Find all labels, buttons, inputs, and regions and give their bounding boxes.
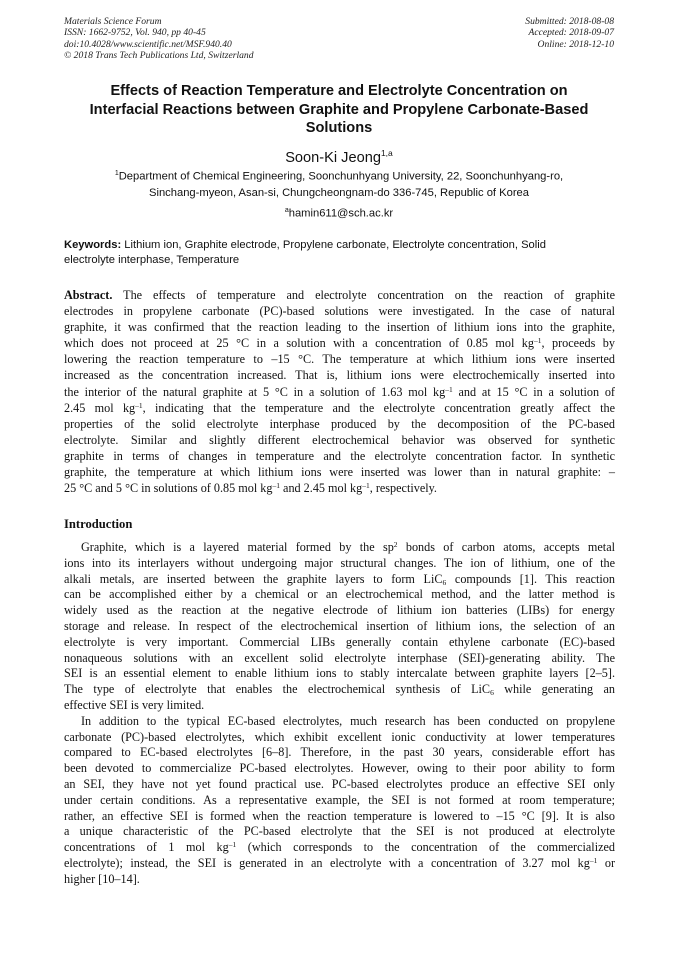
intro-line: can be accomplished either by a chemical or an electrochemical method, and the latter method is <box>64 587 615 602</box>
intro-line: The type of electrolyte that enables the electrochemical synthesis of LiC <box>64 682 491 697</box>
keywords-label: Keywords: <box>64 239 122 251</box>
issn-line: ISSN: 1662-9752, Vol. 940, pp 40-45 <box>64 27 206 39</box>
intro-line: alkali metals, are inserted between the graphite layers to form LiC <box>64 571 443 586</box>
abstract-line: lowering the reaction temperature to –15 °C. The temperature at which lithium ions were inserted <box>64 352 615 367</box>
abstract-line: increased as the concentration increased. That is, lithium ions were electrochemically inserted into <box>64 368 615 383</box>
abstract-line: which does not proceed at 25 °C in a solution with a concentration of 0.85 mol kg <box>64 336 534 351</box>
intro-line: In addition to the typical EC-based electrolytes, much research has been conducted on propylene <box>81 713 615 728</box>
abstract-line: 2.45 mol kg <box>64 400 136 415</box>
intro-line: carbonate (PC)-based electrolytes, which exhibit excellent ionic conductivity at lower temperatures <box>64 729 615 744</box>
doi-line: doi:10.4028/www.scientific.net/MSF.940.40 <box>64 38 232 50</box>
abstract-line: electrolyte. Similar and slightly different electrochemical behavior was observed for synthetic <box>64 432 615 447</box>
keywords-line-1: Lithium ion, Graphite electrode, Propylene carbonate, Electrolyte concentration, Solid <box>121 239 546 251</box>
lic6-sub: 6 <box>442 577 447 587</box>
abstract-line: , indicating that the temperature and the electrolyte concentration greatly affect the <box>142 400 615 415</box>
accepted-date: Accepted: 2018-09-07 <box>528 27 614 39</box>
intro-line: nonaqueous solutions with an excellent solid electrolyte interphase (SEI)-generating ability. The <box>64 650 615 665</box>
intro-line: under certain conditions. As a representative example, the SEI is not formed at room temperature; <box>64 792 615 807</box>
unit-exponent: –1 <box>228 840 237 850</box>
intro-line: while generating an <box>493 682 615 697</box>
title-line-1: Effects of Reaction Temperature and Electrolyte Concentration on <box>110 83 568 99</box>
abstract-line: , respectively. <box>369 481 437 496</box>
abstract-line: graphite, the temperature at which lithium ions were inserted was lower than in natural graphite: – <box>64 465 615 480</box>
journal-header-left <box>64 16 254 61</box>
abstract-line: graphite in terms of changes in temperature and the electrolyte concentration factor. In synthetic <box>64 448 615 463</box>
abstract-line: electrodes in propylene carbonate (PC)-based solutions were investigated. In the case of natural <box>64 304 615 319</box>
intro-line: bonds of carbon atoms, accepts metal <box>397 540 615 554</box>
journal-name: Materials Science Forum <box>64 16 162 27</box>
intro-line: effective SEI is very limited. <box>64 697 205 712</box>
intro-line: higher [10–14]. <box>64 871 140 886</box>
intro-line: electrolyte is very important. Commercial LIBs generally contain ethylene carbonate (EC)-based <box>64 634 615 649</box>
keywords <box>64 238 616 268</box>
intro-line: widely used as the reaction at the negative electrode of lithium ion batteries (LIBs) for energy <box>64 603 615 618</box>
email-sup: a <box>284 207 289 214</box>
intro-line: storage and release. In respect of the electrochemical insertion of lithium ions, the selection of an <box>64 618 615 633</box>
intro-line: compounds [1]. This reaction <box>446 571 615 586</box>
author-name: Soon-Ki Jeong <box>285 149 381 166</box>
abstract-line: properties of the solid electrolyte interphase produced by the decomposition of the PC-based <box>64 416 615 431</box>
abstract-line: 25 °C and 5 °C in solutions of 0.85 mol kg <box>64 481 273 496</box>
affiliation <box>54 166 624 201</box>
abstract-label: Abstract. <box>64 288 113 302</box>
intro-line: an SEI, they have not yet found practical use. PC-based electrolytes produce an effective SEI only <box>64 776 615 791</box>
title-line-2: Interfacial Reactions between Graphite and Propylene Carbonate-Based <box>89 101 589 118</box>
affil-line-1: Department of Chemical Engineering, Soonchunhyang University, 22, Soonchunhyang-ro, <box>118 170 564 183</box>
keywords-line-2: electrolyte interphase, Temperature <box>64 254 240 266</box>
intro-line: ions into its interlayers without undergoing major structural changes. The ion of lithium, one of the <box>64 555 615 570</box>
unit-exponent: –1 <box>445 384 453 394</box>
paper-title <box>54 82 624 138</box>
abstract-line: the interior of the natural graphite at 5 °C in a solution of 1.63 mol kg <box>64 384 446 399</box>
intro-line: concentrations of 1 mol kg <box>64 840 229 855</box>
introduction-heading: Introduction <box>64 517 133 531</box>
unit-exponent: –1 <box>589 855 598 865</box>
intro-line: been devoted to commercialize PC-based electrolytes. However, owing to their poor ability to form <box>64 761 615 776</box>
affil-sup: 1 <box>114 170 119 177</box>
intro-line: compared to EC-based electrolytes [6–8]. Therefore, in the past 30 years, considerable effort has <box>64 745 615 760</box>
lic6-sub: 6 <box>490 688 494 698</box>
intro-line: SEI is an essential element to enable lithium ions to stably intercalate between graphite layers [2–5]. <box>64 666 615 681</box>
journal-header-right <box>525 16 614 50</box>
submitted-date: Submitted: 2018-08-08 <box>525 16 614 27</box>
unit-exponent: –1 <box>362 481 370 491</box>
abstract <box>64 287 615 496</box>
abstract-line: and at 15 °C in a solution of <box>452 384 615 399</box>
abstract-line: and 2.45 mol kg <box>279 481 363 496</box>
abstract-line: The effects of temperature and electrolyte concentration on the reaction of graphite <box>112 288 615 302</box>
online-date: Online: 2018-12-10 <box>537 38 614 50</box>
copyright-line: © 2018 Trans Tech Publications Ltd, Switzerland <box>64 49 254 61</box>
author-email <box>0 204 678 221</box>
intro-line: Graphite, which is a layered material formed by the sp <box>81 540 394 554</box>
intro-line: electrolyte); instead, the SEI is generated in an electrolyte with a concentration of 3.27 mol kg <box>64 855 590 870</box>
title-line-3: Solutions <box>305 120 373 137</box>
introduction-body <box>64 540 615 888</box>
unit-exponent: –1 <box>272 481 280 491</box>
intro-line: rather, an effective SEI is formed when the reaction temperature is lowered to –15 °C [9]. It is also <box>64 808 615 823</box>
intro-line: (which corresponds to the concentration of the commercialized <box>236 840 615 855</box>
intro-line: or <box>597 855 615 870</box>
abstract-line: graphite, it was confirmed that the reaction leading to the insertion of lithium ions into the graphite, <box>64 320 615 335</box>
intro-line: a unique characteristic of the PC-based electrolyte that the SEI is not produced at electrolyte <box>64 824 615 839</box>
unit-exponent: –1 <box>534 336 542 346</box>
author-affil-sup: 1,a <box>380 148 393 158</box>
sp2-sup: 2 <box>393 540 398 549</box>
affil-line-2: Sinchang-myeon, Asan-si, Chungcheongnam-do 336-745, Republic of Korea <box>149 186 529 199</box>
email-address: hamin611@sch.ac.kr <box>288 207 394 220</box>
author <box>0 144 678 167</box>
unit-exponent: –1 <box>135 400 143 410</box>
abstract-line: , proceeds by <box>541 336 615 351</box>
